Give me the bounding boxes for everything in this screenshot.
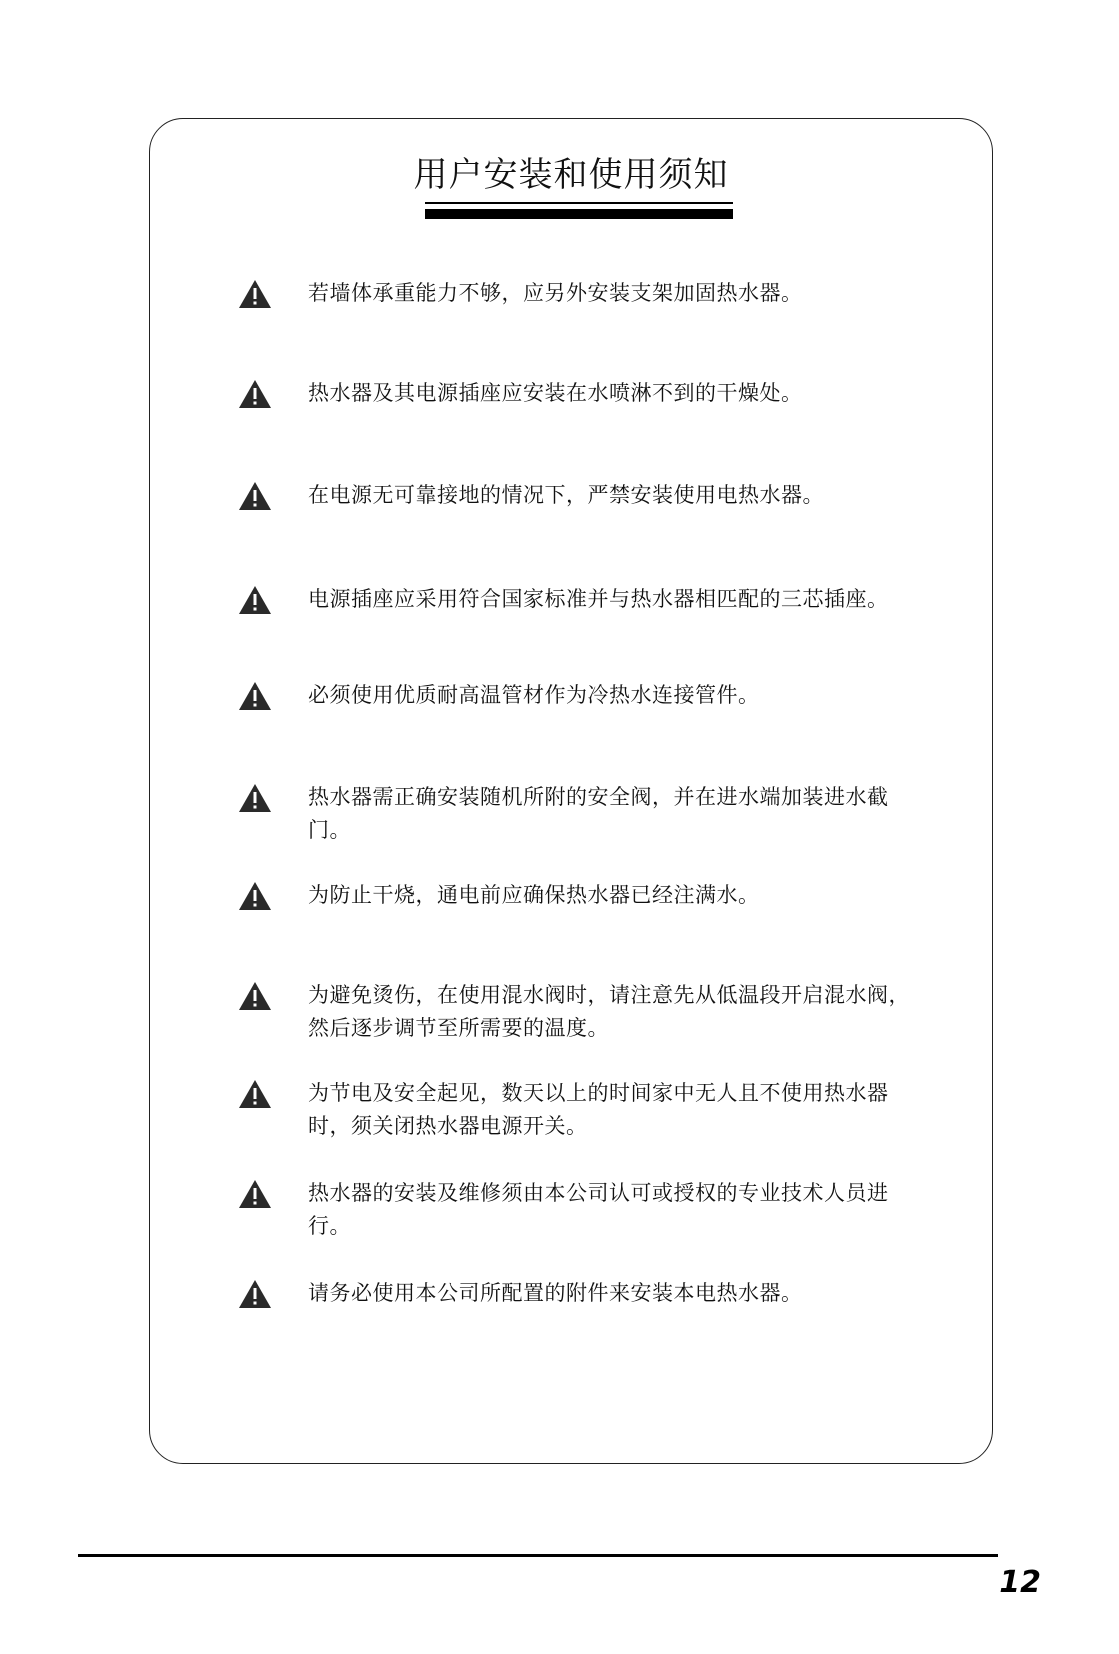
- warning-triangle-icon: [238, 783, 272, 813]
- notice-panel: [149, 118, 993, 1464]
- warning-triangle-icon: [238, 585, 272, 615]
- title-underline-thin: [425, 202, 733, 204]
- page-title: 用户安装和使用须知: [413, 155, 729, 195]
- notice-text: 若墙体承重能力不够，应另外安装支架加固热水器。: [308, 281, 803, 305]
- warning-triangle-icon: [238, 279, 272, 309]
- notice-text: 请务必使用本公司所配置的附件来安装本电热水器。: [308, 1281, 803, 1305]
- notice-text: 为防止干烧，通电前应确保热水器已经注满水。: [308, 883, 760, 907]
- notice-text: 必须使用优质耐高温管材作为冷热水连接管件。: [308, 683, 760, 707]
- warning-triangle-icon: [238, 981, 272, 1011]
- warning-triangle-icon: [238, 681, 272, 711]
- warning-triangle-icon: [238, 881, 272, 911]
- title-underline-thick: [425, 209, 733, 219]
- notice-text: 为节电及安全起见，数天以上的时间家中无人且不使用热水器时，须关闭热水器电源开关。: [308, 1081, 889, 1138]
- warning-triangle-icon: [238, 379, 272, 409]
- footer-rule: [78, 1554, 998, 1557]
- warning-triangle-icon: [238, 1079, 272, 1109]
- notice-text: 热水器及其电源插座应安装在水喷淋不到的干燥处。: [308, 381, 803, 405]
- notice-text: 为避免烫伤，在使用混水阀时，请注意先从低温段开启混水阀，然后逐步调节至所需要的温度。: [308, 983, 910, 1040]
- notice-text: 在电源无可靠接地的情况下，严禁安装使用电热水器。: [308, 483, 824, 507]
- page-number: 12: [999, 1565, 1041, 1600]
- warning-triangle-icon: [238, 1179, 272, 1209]
- warning-triangle-icon: [238, 481, 272, 511]
- notice-text: 热水器需正确安装随机所附的安全阀，并在进水端加装进水截门。: [308, 785, 889, 842]
- notice-text: 热水器的安装及维修须由本公司认可或授权的专业技术人员进行。: [308, 1181, 889, 1238]
- notice-text: 电源插座应采用符合国家标准并与热水器相匹配的三芯插座。: [308, 587, 889, 611]
- warning-triangle-icon: [238, 1279, 272, 1309]
